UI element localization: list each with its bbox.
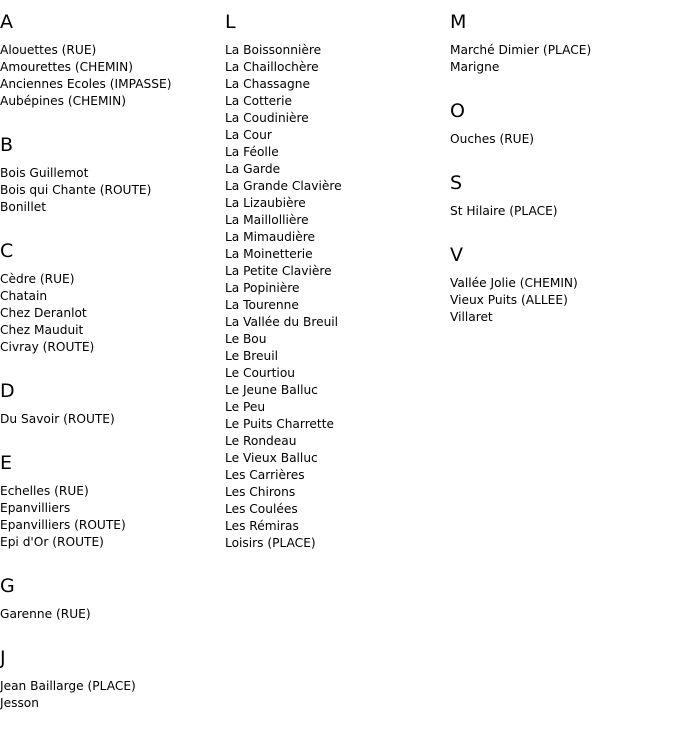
letter-heading: A xyxy=(0,11,13,33)
street-name: Le Peu xyxy=(225,400,266,414)
street-name: La Lizaubière xyxy=(225,196,306,210)
street-list xyxy=(0,411,220,428)
letter-group-e xyxy=(0,453,220,551)
street-name: Les Rémiras xyxy=(225,519,299,533)
letter-heading: J xyxy=(0,647,6,669)
street-name: Marigne xyxy=(450,60,500,74)
letter-heading: E xyxy=(0,452,13,474)
street-name: La Cotterie xyxy=(225,94,293,108)
street-name: Cèdre (RUE) xyxy=(0,272,75,286)
street-list xyxy=(450,42,670,76)
street-name: La Tourenne xyxy=(225,298,299,312)
street-name: Ouches (RUE) xyxy=(450,132,535,146)
street-name: La Petite Clavière xyxy=(225,264,332,278)
street-name: La Chaillochère xyxy=(225,60,319,74)
street-name: La Féolle xyxy=(225,145,279,159)
street-name: Le Vieux Balluc xyxy=(225,451,318,465)
street-name: Alouettes (RUE) xyxy=(0,43,97,57)
street-list xyxy=(0,483,220,551)
street-name: La Boissonnière xyxy=(225,43,322,57)
street-name: Les Chirons xyxy=(225,485,296,499)
index-column-1 xyxy=(0,0,220,712)
street-name: Bois qui Chante (ROUTE) xyxy=(0,183,152,197)
street-name: Le Puits Charrette xyxy=(225,417,334,431)
street-name: Le Breuil xyxy=(225,349,279,363)
street-name: La Grande Clavière xyxy=(225,179,342,193)
street-name: Bonillet xyxy=(0,200,46,214)
letter-heading: C xyxy=(0,240,14,262)
street-name: Le Jeune Balluc xyxy=(225,383,318,397)
street-name: La Garde xyxy=(225,162,281,176)
letter-group-l xyxy=(225,12,445,552)
street-name: Bois Guillemot xyxy=(0,166,89,180)
letter-heading: D xyxy=(0,380,15,402)
street-list xyxy=(450,203,670,220)
street-name: La Cour xyxy=(225,128,272,142)
street-name: Chez Deranlot xyxy=(0,306,87,320)
index-column-2 xyxy=(225,0,445,552)
letter-group-m xyxy=(450,12,670,76)
letter-group-a xyxy=(0,12,220,110)
street-name: Du Savoir (ROUTE) xyxy=(0,412,115,426)
street-name: La Vallée du Breuil xyxy=(225,315,339,329)
street-name: Chatain xyxy=(0,289,48,303)
street-name: La Maillollière xyxy=(225,213,309,227)
street-name: Les Coulées xyxy=(225,502,298,516)
street-name: Epi d'Or (ROUTE) xyxy=(0,535,104,549)
street-name: La Popinière xyxy=(225,281,300,295)
letter-group-c xyxy=(0,241,220,356)
street-name: Le Rondeau xyxy=(225,434,297,448)
letter-group-s xyxy=(450,173,670,220)
street-list xyxy=(0,165,220,216)
street-name: La Coudinière xyxy=(225,111,309,125)
letter-group-j xyxy=(0,648,220,712)
street-name: Jesson xyxy=(0,696,39,710)
letter-group-o xyxy=(450,101,670,148)
letter-heading: B xyxy=(0,134,14,156)
street-name: Chez Mauduit xyxy=(0,323,84,337)
street-name: Jean Baillarge (PLACE) xyxy=(0,679,136,693)
street-name: Loisirs (PLACE) xyxy=(225,536,316,550)
street-list xyxy=(0,678,220,712)
letter-heading: G xyxy=(0,575,15,597)
street-name: La Moinetterie xyxy=(225,247,313,261)
street-list xyxy=(225,42,445,552)
street-list xyxy=(0,42,220,110)
street-name: Le Bou xyxy=(225,332,267,346)
street-name: Vallée Jolie (CHEMIN) xyxy=(450,276,578,290)
letter-heading: O xyxy=(450,100,465,122)
street-name: La Mimaudière xyxy=(225,230,315,244)
street-name: Aubépines (CHEMIN) xyxy=(0,94,126,108)
street-name: Villaret xyxy=(450,310,493,324)
street-name: Marché Dimier (PLACE) xyxy=(450,43,592,57)
letter-group-v xyxy=(450,245,670,326)
letter-group-b xyxy=(0,135,220,216)
street-name: Civray (ROUTE) xyxy=(0,340,95,354)
street-name: Epanvilliers (ROUTE) xyxy=(0,518,126,532)
street-list xyxy=(450,275,670,326)
street-name: St Hilaire (PLACE) xyxy=(450,204,558,218)
street-list xyxy=(450,131,670,148)
street-name: Vieux Puits (ALLEE) xyxy=(450,293,568,307)
street-name: Le Courtiou xyxy=(225,366,295,380)
letter-heading: M xyxy=(450,11,467,33)
street-name: Anciennes Ecoles (IMPASSE) xyxy=(0,77,172,91)
street-list xyxy=(0,606,220,623)
street-name: Echelles (RUE) xyxy=(0,484,89,498)
letter-heading: L xyxy=(225,11,236,33)
street-name: La Chassagne xyxy=(225,77,310,91)
index-column-3 xyxy=(450,0,670,326)
street-name: Epanvilliers xyxy=(0,501,71,515)
street-name: Les Carrières xyxy=(225,468,305,482)
letter-group-d xyxy=(0,381,220,428)
letter-heading: V xyxy=(450,244,463,266)
street-name: Garenne (RUE) xyxy=(0,607,91,621)
street-list xyxy=(0,271,220,356)
letter-heading: S xyxy=(450,172,463,194)
street-name: Amourettes (CHEMIN) xyxy=(0,60,134,74)
letter-group-g xyxy=(0,576,220,623)
